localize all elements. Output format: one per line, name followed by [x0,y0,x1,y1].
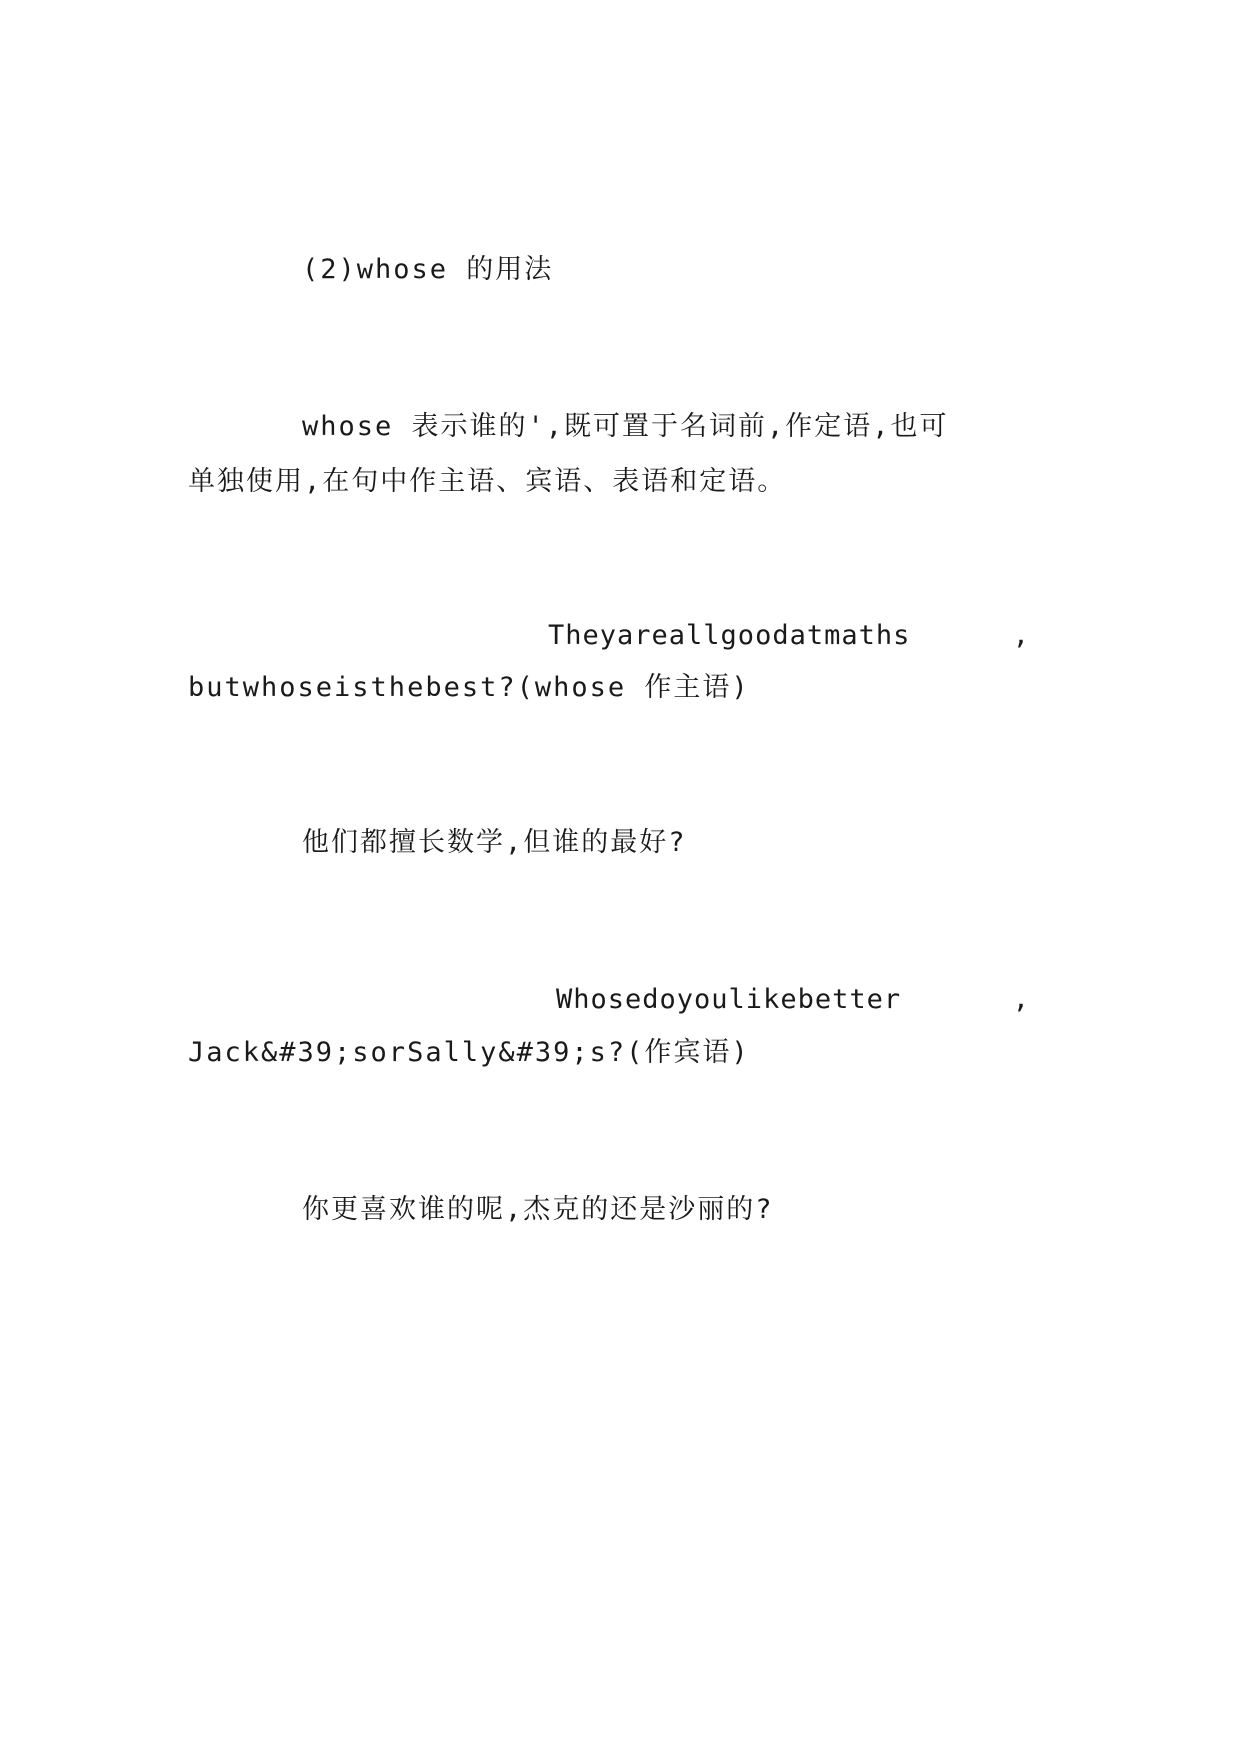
example-2-sentence-start: Whosedoyoulikebetter [556,984,902,1015]
translation-1: 他们都擅长数学,但谁的最好? [302,827,687,858]
section-heading: (2)whose 的用法 [302,254,554,285]
example-1-comma: , [1012,620,1030,651]
example-2-comma: , [1012,984,1030,1015]
example-1-line-2: butwhoseisthebest?(whose 作主语) [188,672,750,703]
paragraph-line-1: whose 表示谁的',既可置于名词前,作定语,也可 [302,411,949,442]
translation-2: 你更喜欢谁的呢,杰克的还是沙丽的? [302,1194,774,1225]
example-1-sentence-start: Theyareallgoodatmaths [548,620,911,651]
example-2-line-2: Jack&#39;sorSally&#39;s?(作宾语) [188,1037,750,1068]
paragraph-line-2: 单独使用,在句中作主语、宾语、表语和定语。 [188,466,787,497]
